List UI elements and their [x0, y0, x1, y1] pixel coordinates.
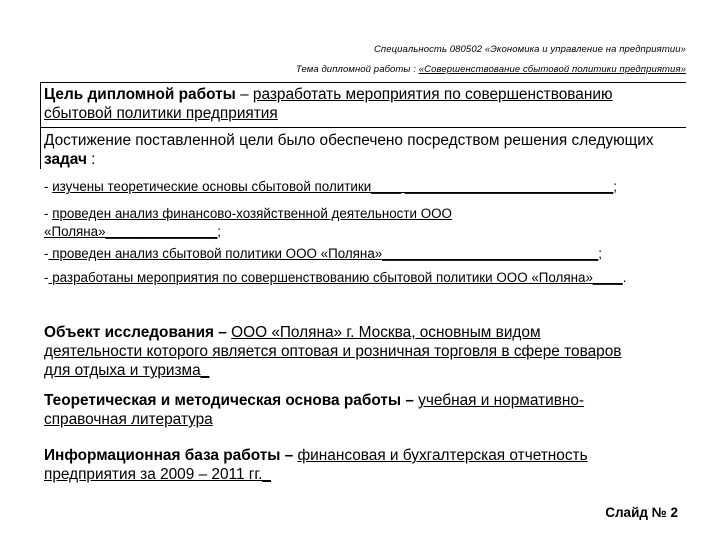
- goal-section: [44, 85, 684, 123]
- task-text-line2: «Поляна»_______________: [44, 224, 218, 239]
- object-section: [44, 323, 684, 380]
- task-prefix: -: [44, 179, 53, 194]
- intro-left-border: [40, 127, 41, 169]
- task-prefix: -: [44, 246, 49, 261]
- method-text-1: учебная и нормативно-: [418, 392, 585, 409]
- info-label: Информационная база работы –: [44, 447, 298, 464]
- object-text-1: ООО «Поляна» г. Москва, основным видом: [231, 324, 541, 341]
- task-end: ;: [217, 224, 222, 239]
- intro-tail: :: [86, 151, 96, 168]
- slide-number: Слайд № 2: [605, 505, 678, 520]
- topic-prefix: Тема дипломной работы :: [295, 64, 416, 75]
- task-item: [44, 205, 684, 241]
- task-item: [44, 178, 684, 196]
- intro-section: [44, 131, 684, 169]
- task-end: ;: [598, 246, 602, 261]
- goal-dash: –: [235, 86, 253, 103]
- info-section: [44, 446, 684, 484]
- topic-value: «Совершенствование сбытовой политики предприятия»: [418, 64, 686, 75]
- header-divider: [40, 82, 686, 83]
- method-label: Теоретическая и методическая основа работы –: [44, 392, 419, 409]
- object-text-3: для отдыха и туризма_: [44, 362, 210, 379]
- task-item: [44, 245, 684, 263]
- goal-divider: [40, 127, 686, 128]
- goal-text: разработать мероприятия по совершенствованию сбытовой политики предприятия: [44, 86, 613, 122]
- task-prefix: -: [44, 206, 53, 221]
- task-text: изучены теоретические основы сбытовой политики____ ____________________________: [52, 179, 614, 194]
- object-text-2: деятельности которого является оптовая и розничная торговля в сфере товаров: [44, 343, 622, 360]
- method-section: [44, 391, 684, 429]
- info-text-1: финансовая и бухгалтерская отчетность: [297, 447, 588, 464]
- task-text: проведен анализ сбытовой политики ООО «Поляна»_____________________________: [48, 246, 599, 261]
- task-text: разработаны мероприятия по совершенствованию сбытовой политики ООО «Поляна»____: [48, 270, 623, 285]
- task-end: .: [622, 270, 627, 285]
- task-end: ;: [613, 179, 617, 194]
- object-label: Объект исследования –: [44, 324, 232, 341]
- task-prefix: -: [44, 270, 49, 285]
- intro-emph: задач: [44, 151, 87, 168]
- goal-left-border: [40, 82, 41, 128]
- specialty-header: Специальность 080502 «Экономика и управление на предприятии»: [373, 44, 686, 55]
- intro-text: Достижение поставленной цели было обеспечено посредством решения следующих: [44, 132, 654, 149]
- info-text-2: предприятия за 2009 – 2011 гг._: [44, 466, 271, 483]
- task-item: [44, 269, 684, 287]
- method-text-2: справочная литература: [44, 411, 213, 428]
- goal-label: Цель дипломной работы: [44, 86, 236, 103]
- topic-header: [296, 64, 686, 75]
- task-text: проведен анализ финансово-хозяйственной деятельности ООО: [52, 206, 452, 221]
